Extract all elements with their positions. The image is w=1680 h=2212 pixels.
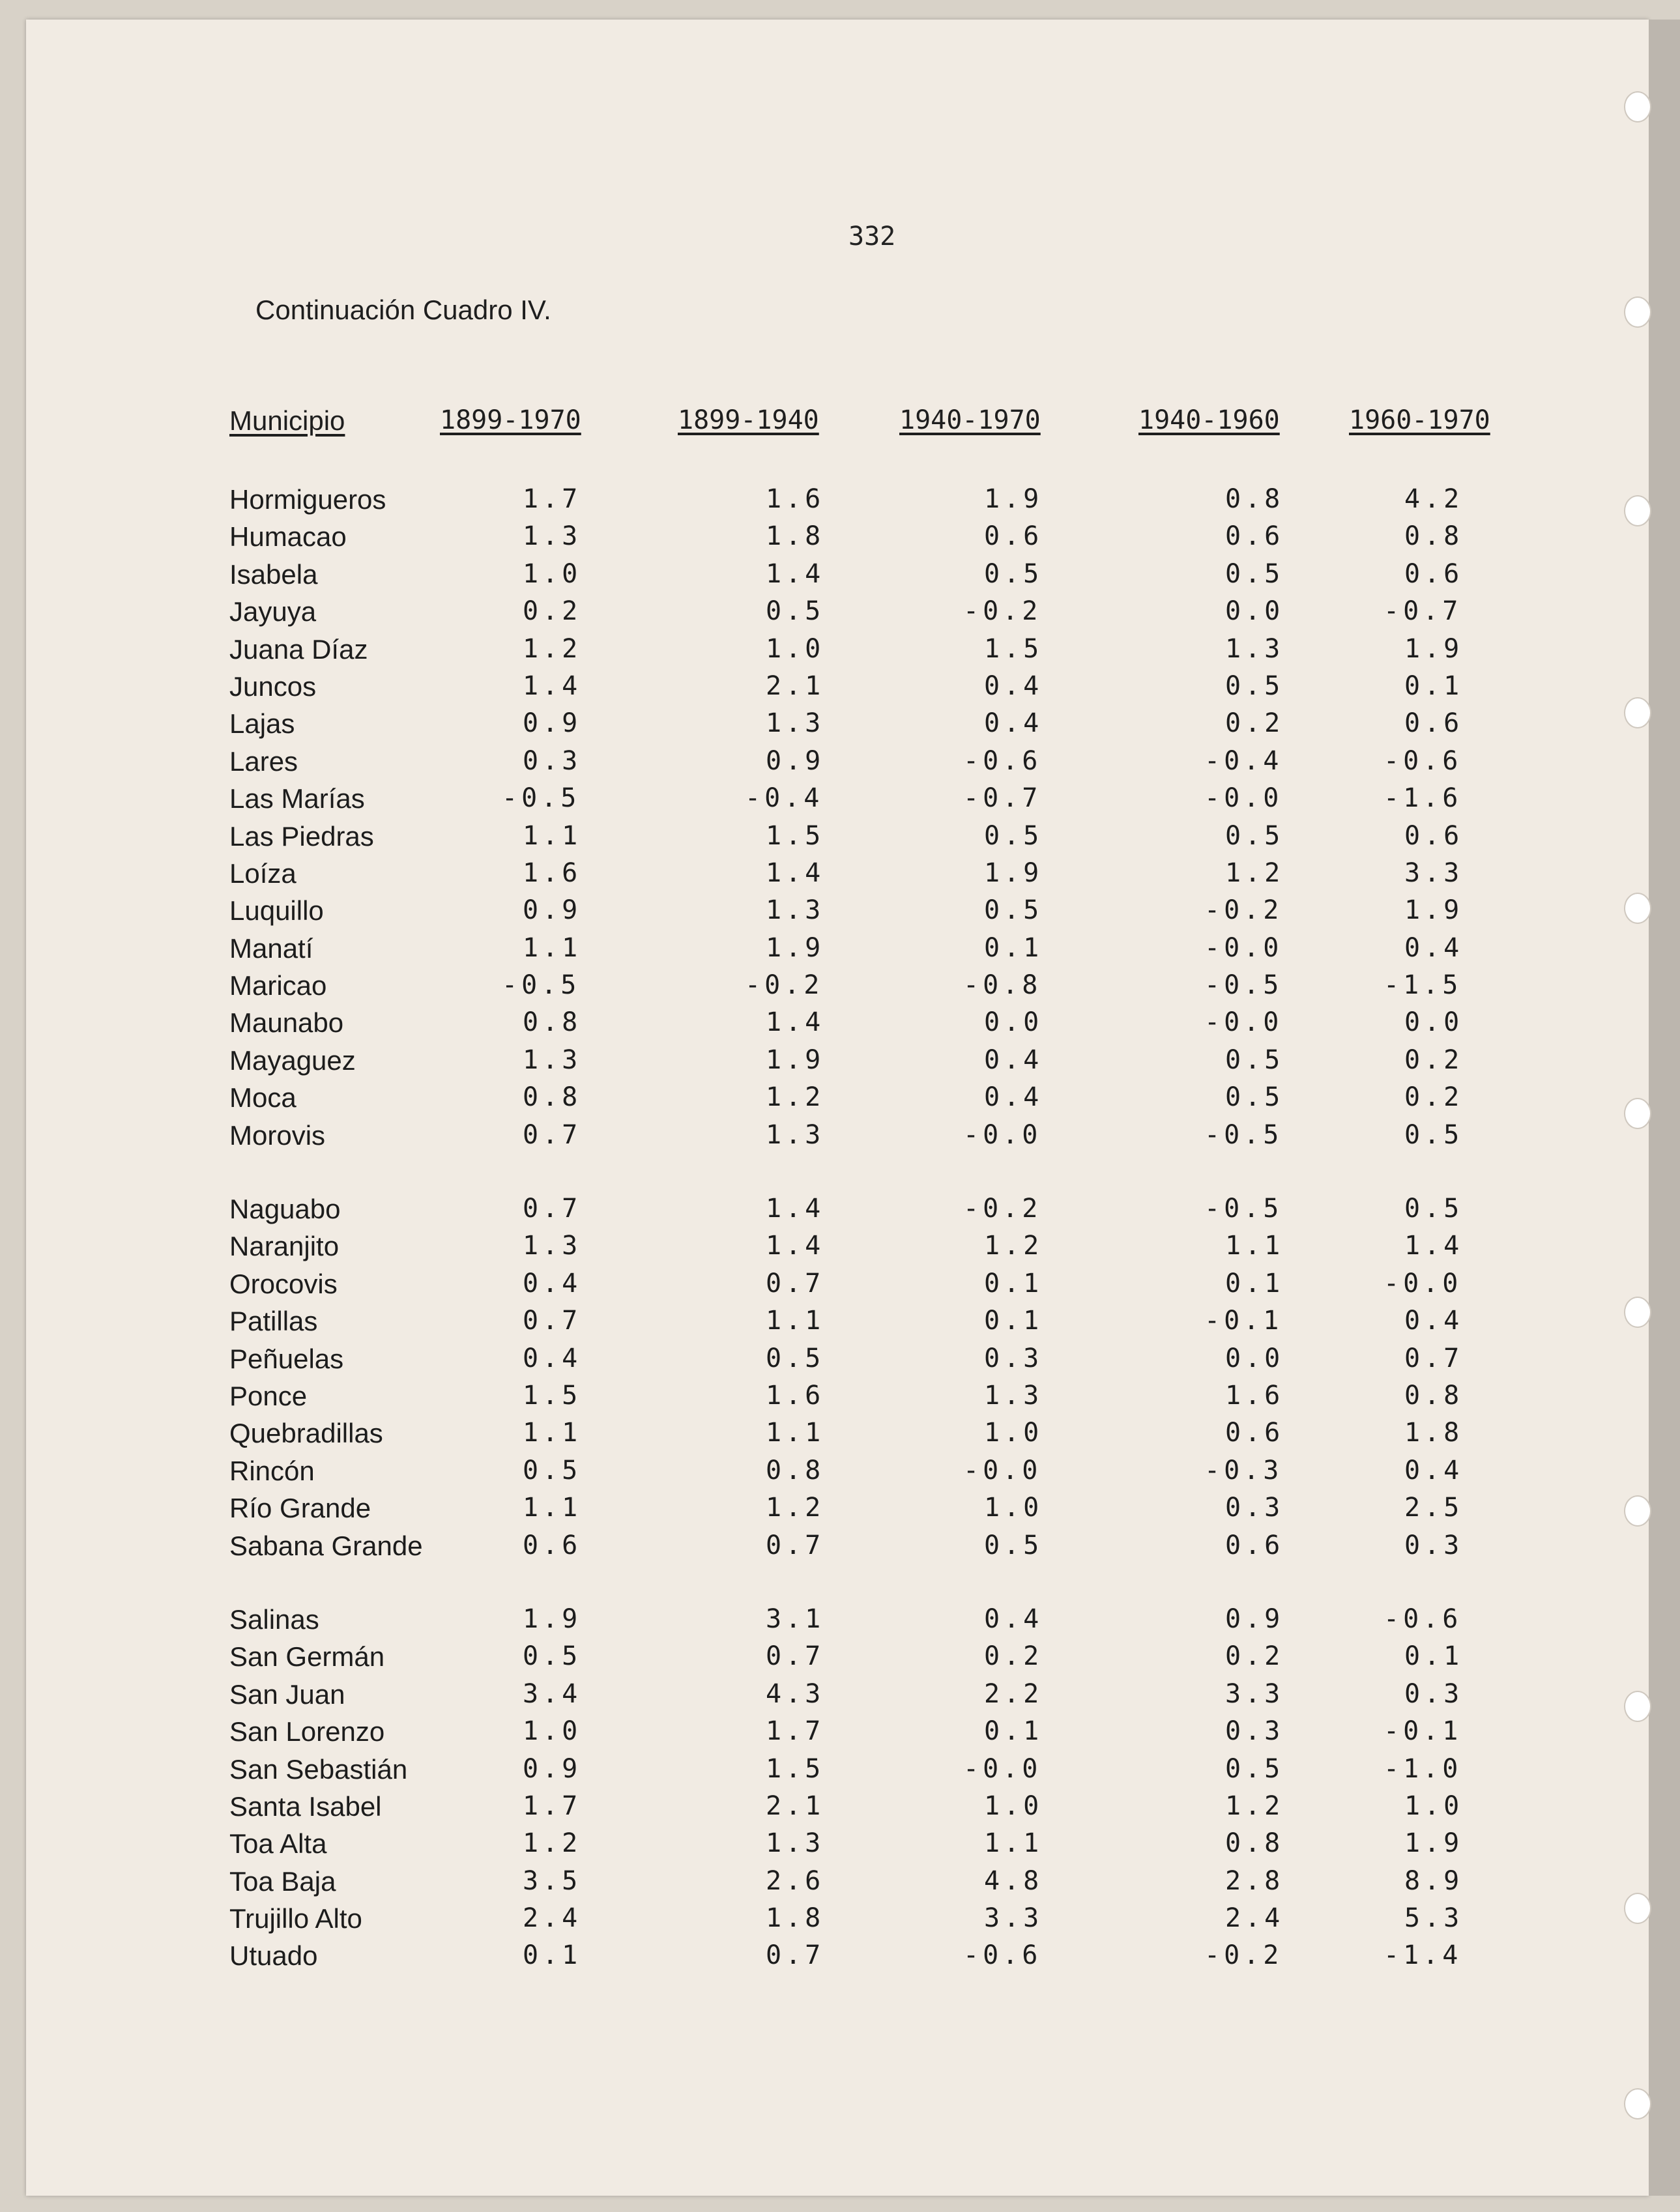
value-cell: 1.9 bbox=[1404, 895, 1464, 926]
binder-hole bbox=[1624, 893, 1651, 924]
table-row bbox=[26, 518, 1649, 555]
value-cell: 1.9 bbox=[1404, 633, 1464, 664]
municipio-name: San Juan bbox=[229, 1678, 345, 1710]
value-cell: 0.0 bbox=[1225, 1343, 1284, 1373]
table-row bbox=[26, 1415, 1649, 1452]
value-cell: 0.1 bbox=[984, 1716, 1043, 1747]
value-cell: 0.9 bbox=[523, 708, 582, 739]
municipio-name: Patillas bbox=[229, 1306, 318, 1337]
value-cell: 1.4 bbox=[766, 558, 825, 589]
municipio-name: Las Piedras bbox=[229, 820, 374, 852]
value-cell: 1.3 bbox=[523, 1044, 582, 1075]
value-cell: 1.6 bbox=[523, 857, 582, 888]
value-cell: 0.0 bbox=[1225, 596, 1284, 627]
value-cell: 0.4 bbox=[984, 708, 1043, 739]
value-cell: 1.5 bbox=[523, 1380, 582, 1411]
value-cell: -0.3 bbox=[1204, 1455, 1283, 1486]
value-cell: 1.8 bbox=[766, 521, 825, 552]
value-cell: -1.5 bbox=[1383, 970, 1462, 1001]
value-cell: 1.0 bbox=[523, 1716, 582, 1747]
value-cell: -0.0 bbox=[963, 1753, 1042, 1784]
municipio-name: Utuado bbox=[229, 1940, 318, 1972]
continuation-label: Continuación Cuadro IV. bbox=[255, 294, 551, 325]
value-cell: 1.4 bbox=[766, 1007, 825, 1038]
value-cell: 0.7 bbox=[523, 1119, 582, 1150]
binder-hole bbox=[1624, 1098, 1651, 1129]
value-cell: 0.5 bbox=[1404, 1194, 1464, 1224]
table-row bbox=[26, 1489, 1649, 1527]
table-row bbox=[26, 743, 1649, 780]
municipio-name: Luquillo bbox=[229, 895, 324, 926]
table-header bbox=[26, 405, 1649, 444]
value-cell: 0.6 bbox=[523, 1530, 582, 1560]
municipio-name: Loíza bbox=[229, 857, 297, 889]
value-cell: 4.3 bbox=[766, 1678, 825, 1709]
value-cell: 1.4 bbox=[523, 670, 582, 701]
value-cell: 8.9 bbox=[1404, 1865, 1464, 1896]
value-cell: 1.9 bbox=[984, 484, 1043, 514]
value-cell: -0.6 bbox=[963, 1940, 1042, 1971]
municipio-name: Lares bbox=[229, 745, 298, 777]
value-cell: 1.0 bbox=[523, 558, 582, 589]
value-cell: 1.8 bbox=[766, 1903, 825, 1934]
table-row bbox=[26, 1751, 1649, 1788]
value-cell: 0.5 bbox=[766, 1343, 825, 1373]
page-edge bbox=[1649, 20, 1680, 2196]
binder-hole bbox=[1624, 2088, 1651, 2119]
value-cell: 3.3 bbox=[1225, 1678, 1284, 1709]
value-cell: -0.2 bbox=[1204, 895, 1283, 926]
table-row bbox=[26, 593, 1649, 630]
table-row bbox=[26, 556, 1649, 593]
value-cell: 2.6 bbox=[766, 1865, 825, 1896]
value-cell: 0.2 bbox=[1225, 708, 1284, 739]
value-cell: 0.0 bbox=[1404, 1007, 1464, 1038]
binder-hole bbox=[1624, 1297, 1651, 1328]
value-cell: 3.3 bbox=[984, 1903, 1043, 1934]
municipio-name: San Sebastián bbox=[229, 1753, 408, 1785]
value-cell: 1.3 bbox=[523, 1231, 582, 1261]
municipio-name: San Germán bbox=[229, 1641, 385, 1673]
value-cell: 0.2 bbox=[984, 1641, 1043, 1672]
value-cell: 0.8 bbox=[766, 1455, 825, 1486]
value-cell: 0.3 bbox=[984, 1343, 1043, 1373]
table-body bbox=[26, 481, 1649, 1975]
value-cell: 1.0 bbox=[984, 1493, 1043, 1523]
value-cell: 0.2 bbox=[1404, 1044, 1464, 1075]
value-cell: 1.1 bbox=[523, 932, 582, 963]
value-cell: 0.3 bbox=[1404, 1678, 1464, 1709]
value-cell: 2.8 bbox=[1225, 1865, 1284, 1896]
binder-hole bbox=[1624, 91, 1651, 122]
value-cell: 0.7 bbox=[766, 1268, 825, 1299]
value-cell: 1.6 bbox=[1225, 1380, 1284, 1411]
value-cell: 1.0 bbox=[766, 633, 825, 664]
table-row bbox=[26, 1190, 1649, 1228]
value-cell: 0.8 bbox=[1225, 484, 1284, 514]
table-row bbox=[26, 1117, 1649, 1154]
municipio-name: Morovis bbox=[229, 1119, 326, 1151]
table-row bbox=[26, 1302, 1649, 1340]
value-cell: -0.2 bbox=[963, 1194, 1042, 1224]
municipio-name: Salinas bbox=[229, 1603, 319, 1635]
value-cell: 1.9 bbox=[766, 1044, 825, 1075]
value-cell: 0.5 bbox=[766, 596, 825, 627]
value-cell: 0.3 bbox=[523, 745, 582, 776]
value-cell: 0.7 bbox=[523, 1306, 582, 1336]
value-cell: 0.2 bbox=[1404, 1082, 1464, 1113]
group-spacer bbox=[26, 1154, 1649, 1190]
municipio-name: Moca bbox=[229, 1082, 297, 1113]
table-row bbox=[26, 1676, 1649, 1713]
value-cell: 0.5 bbox=[1404, 1119, 1464, 1150]
value-cell: 0.4 bbox=[523, 1343, 582, 1373]
value-cell: -0.6 bbox=[1383, 1603, 1462, 1634]
value-cell: 1.2 bbox=[984, 1231, 1043, 1261]
value-cell: -0.0 bbox=[963, 1119, 1042, 1150]
value-cell: 0.5 bbox=[984, 820, 1043, 851]
table-row bbox=[26, 1452, 1649, 1489]
value-cell: 0.5 bbox=[984, 558, 1043, 589]
municipio-name: Maunabo bbox=[229, 1007, 344, 1039]
table-row bbox=[26, 1825, 1649, 1862]
value-cell: 1.2 bbox=[523, 1828, 582, 1859]
value-cell: 1.4 bbox=[766, 1194, 825, 1224]
value-cell: 1.0 bbox=[984, 1418, 1043, 1448]
binder-hole bbox=[1624, 296, 1651, 328]
group-spacer bbox=[26, 1564, 1649, 1601]
table-row bbox=[26, 1863, 1649, 1900]
value-cell: 0.4 bbox=[1404, 1455, 1464, 1486]
value-cell: 0.4 bbox=[984, 1603, 1043, 1634]
table-row bbox=[26, 1937, 1649, 1974]
municipio-name: Hormigueros bbox=[229, 484, 386, 515]
table-row bbox=[26, 1788, 1649, 1825]
value-cell: 1.7 bbox=[766, 1716, 825, 1747]
header-municipio: Municipio bbox=[229, 405, 345, 436]
value-cell: 0.1 bbox=[1404, 670, 1464, 701]
value-cell: 1.9 bbox=[766, 932, 825, 963]
value-cell: 0.8 bbox=[1404, 521, 1464, 552]
municipio-name: Río Grande bbox=[229, 1493, 371, 1524]
value-cell: 0.6 bbox=[1225, 521, 1284, 552]
value-cell: 1.7 bbox=[523, 1790, 582, 1821]
header-1899-1940: 1899-1940 bbox=[678, 405, 819, 435]
value-cell: 5.3 bbox=[1404, 1903, 1464, 1934]
municipio-name: Humacao bbox=[229, 521, 347, 553]
municipio-name: Rincón bbox=[229, 1455, 315, 1486]
municipio-name: Orocovis bbox=[229, 1268, 338, 1299]
municipio-name: Quebradillas bbox=[229, 1418, 383, 1449]
value-cell: 2.4 bbox=[1225, 1903, 1284, 1934]
value-cell: 1.2 bbox=[523, 633, 582, 664]
table-row bbox=[26, 1340, 1649, 1377]
value-cell: 0.5 bbox=[1225, 670, 1284, 701]
value-cell: 0.4 bbox=[984, 1082, 1043, 1113]
value-cell: 0.0 bbox=[984, 1007, 1043, 1038]
value-cell: 1.9 bbox=[523, 1603, 582, 1634]
binder-hole bbox=[1624, 697, 1651, 728]
value-cell: 4.2 bbox=[1404, 484, 1464, 514]
table-row bbox=[26, 631, 1649, 668]
binder-hole bbox=[1624, 1495, 1651, 1527]
value-cell: 3.4 bbox=[523, 1678, 582, 1709]
value-cell: 0.3 bbox=[1225, 1716, 1284, 1747]
value-cell: -1.0 bbox=[1383, 1753, 1462, 1784]
value-cell: 0.5 bbox=[523, 1455, 582, 1486]
value-cell: 0.9 bbox=[1225, 1603, 1284, 1634]
value-cell: 1.3 bbox=[984, 1380, 1043, 1411]
value-cell: 1.2 bbox=[766, 1082, 825, 1113]
value-cell: 0.7 bbox=[523, 1194, 582, 1224]
value-cell: 0.8 bbox=[1225, 1828, 1284, 1859]
value-cell: 0.5 bbox=[1225, 1753, 1284, 1784]
table-row bbox=[26, 668, 1649, 705]
value-cell: -0.1 bbox=[1204, 1306, 1283, 1336]
value-cell: 0.5 bbox=[1225, 820, 1284, 851]
value-cell: 0.7 bbox=[766, 1641, 825, 1672]
value-cell: -0.5 bbox=[1204, 970, 1283, 1001]
value-cell: 1.1 bbox=[766, 1418, 825, 1448]
header-1899-1970: 1899-1970 bbox=[440, 405, 581, 435]
header-1940-1960: 1940-1960 bbox=[1138, 405, 1280, 435]
value-cell: 0.7 bbox=[766, 1530, 825, 1560]
value-cell: 1.7 bbox=[523, 484, 582, 514]
value-cell: -0.2 bbox=[1204, 1940, 1283, 1971]
value-cell: 2.1 bbox=[766, 670, 825, 701]
value-cell: 1.3 bbox=[523, 521, 582, 552]
value-cell: 2.1 bbox=[766, 1790, 825, 1821]
value-cell: 0.7 bbox=[1404, 1343, 1464, 1373]
municipio-name: Las Marías bbox=[229, 783, 365, 814]
value-cell: 0.2 bbox=[523, 596, 582, 627]
binder-hole bbox=[1624, 495, 1651, 526]
value-cell: 0.1 bbox=[984, 1268, 1043, 1299]
value-cell: 1.0 bbox=[1404, 1790, 1464, 1821]
page-number: 332 bbox=[848, 222, 896, 251]
municipio-name: Naguabo bbox=[229, 1194, 341, 1225]
value-cell: 0.6 bbox=[1404, 820, 1464, 851]
value-cell: -0.5 bbox=[1204, 1119, 1283, 1150]
value-cell: 0.4 bbox=[984, 670, 1043, 701]
value-cell: -0.0 bbox=[1383, 1268, 1462, 1299]
table-row bbox=[26, 1377, 1649, 1415]
table-row bbox=[26, 1042, 1649, 1079]
table-row bbox=[26, 1713, 1649, 1750]
value-cell: 2.5 bbox=[1404, 1493, 1464, 1523]
value-cell: 1.0 bbox=[984, 1790, 1043, 1821]
value-cell: -0.6 bbox=[963, 745, 1042, 776]
municipio-name: Peñuelas bbox=[229, 1343, 344, 1374]
value-cell: -0.4 bbox=[1204, 745, 1283, 776]
table-row bbox=[26, 1638, 1649, 1675]
binder-hole bbox=[1624, 1893, 1651, 1924]
value-cell: 0.6 bbox=[1225, 1418, 1284, 1448]
binder-hole bbox=[1624, 1691, 1651, 1722]
table-row bbox=[26, 930, 1649, 967]
value-cell: 0.3 bbox=[1225, 1493, 1284, 1523]
value-cell: -0.1 bbox=[1383, 1716, 1462, 1747]
value-cell: 0.1 bbox=[984, 1306, 1043, 1336]
value-cell: -0.7 bbox=[1383, 596, 1462, 627]
value-cell: -0.8 bbox=[963, 970, 1042, 1001]
municipio-name: Toa Alta bbox=[229, 1828, 327, 1860]
value-cell: -1.4 bbox=[1383, 1940, 1462, 1971]
value-cell: 0.5 bbox=[1225, 558, 1284, 589]
document-page bbox=[26, 20, 1649, 2196]
municipio-name: Maricao bbox=[229, 970, 327, 1001]
value-cell: 1.3 bbox=[766, 1119, 825, 1150]
municipio-name: Trujillo Alto bbox=[229, 1903, 362, 1934]
table-row bbox=[26, 1228, 1649, 1265]
value-cell: 0.9 bbox=[523, 1753, 582, 1784]
value-cell: -0.7 bbox=[963, 783, 1042, 814]
municipio-name: Lajas bbox=[229, 708, 295, 740]
value-cell: -0.0 bbox=[1204, 783, 1283, 814]
table-row bbox=[26, 481, 1649, 518]
municipio-name: Ponce bbox=[229, 1380, 308, 1411]
municipio-name: San Lorenzo bbox=[229, 1716, 385, 1747]
header-1960-1970: 1960-1970 bbox=[1349, 405, 1490, 435]
value-cell: 1.2 bbox=[1225, 857, 1284, 888]
table-row bbox=[26, 705, 1649, 742]
table-row bbox=[26, 967, 1649, 1004]
value-cell: 0.1 bbox=[523, 1940, 582, 1971]
value-cell: 1.2 bbox=[766, 1493, 825, 1523]
value-cell: 0.4 bbox=[1404, 1306, 1464, 1336]
municipio-name: Sabana Grande bbox=[229, 1530, 423, 1561]
municipio-name: Juana Díaz bbox=[229, 633, 368, 665]
municipio-name: Naranjito bbox=[229, 1231, 340, 1262]
value-cell: 4.8 bbox=[984, 1865, 1043, 1896]
value-cell: 0.5 bbox=[523, 1641, 582, 1672]
value-cell: 1.1 bbox=[984, 1828, 1043, 1859]
value-cell: 1.5 bbox=[766, 820, 825, 851]
value-cell: 2.2 bbox=[984, 1678, 1043, 1709]
value-cell: -0.2 bbox=[745, 970, 824, 1001]
value-cell: 0.5 bbox=[984, 895, 1043, 926]
table-row bbox=[26, 1004, 1649, 1041]
table-row bbox=[26, 1079, 1649, 1116]
table-row bbox=[26, 1265, 1649, 1302]
value-cell: -0.5 bbox=[1204, 1194, 1283, 1224]
value-cell: 3.5 bbox=[523, 1865, 582, 1896]
value-cell: 1.4 bbox=[766, 1231, 825, 1261]
value-cell: 1.5 bbox=[984, 633, 1043, 664]
value-cell: 1.6 bbox=[766, 484, 825, 514]
value-cell: 0.4 bbox=[1404, 932, 1464, 963]
table-row bbox=[26, 1900, 1649, 1937]
value-cell: 1.1 bbox=[1225, 1231, 1284, 1261]
value-cell: -0.0 bbox=[1204, 1007, 1283, 1038]
value-cell: 2.4 bbox=[523, 1903, 582, 1934]
municipio-name: Manatí bbox=[229, 932, 313, 964]
value-cell: 1.3 bbox=[766, 708, 825, 739]
value-cell: 1.2 bbox=[1225, 1790, 1284, 1821]
value-cell: 1.9 bbox=[984, 857, 1043, 888]
value-cell: 1.5 bbox=[766, 1753, 825, 1784]
value-cell: 0.7 bbox=[766, 1940, 825, 1971]
value-cell: 0.6 bbox=[984, 521, 1043, 552]
value-cell: 0.1 bbox=[984, 932, 1043, 963]
value-cell: 0.6 bbox=[1404, 558, 1464, 589]
table-row bbox=[26, 818, 1649, 855]
value-cell: 0.8 bbox=[523, 1082, 582, 1113]
value-cell: -0.5 bbox=[502, 783, 581, 814]
municipio-name: Mayaguez bbox=[229, 1044, 356, 1076]
header-1940-1970: 1940-1970 bbox=[899, 405, 1041, 435]
value-cell: -0.0 bbox=[1204, 932, 1283, 963]
value-cell: 1.8 bbox=[1404, 1418, 1464, 1448]
value-cell: 1.3 bbox=[766, 895, 825, 926]
value-cell: 0.9 bbox=[523, 895, 582, 926]
value-cell: -0.0 bbox=[963, 1455, 1042, 1486]
value-cell: 0.8 bbox=[523, 1007, 582, 1038]
value-cell: -1.6 bbox=[1383, 783, 1462, 814]
table-row bbox=[26, 1601, 1649, 1638]
value-cell: 0.1 bbox=[1225, 1268, 1284, 1299]
value-cell: 1.6 bbox=[766, 1380, 825, 1411]
table-row bbox=[26, 855, 1649, 892]
value-cell: -0.4 bbox=[745, 783, 824, 814]
value-cell: 0.4 bbox=[984, 1044, 1043, 1075]
value-cell: 0.5 bbox=[1225, 1044, 1284, 1075]
value-cell: 0.6 bbox=[1404, 708, 1464, 739]
value-cell: 0.2 bbox=[1225, 1641, 1284, 1672]
value-cell: -0.2 bbox=[963, 596, 1042, 627]
value-cell: 0.6 bbox=[1225, 1530, 1284, 1560]
municipio-name: Isabela bbox=[229, 558, 318, 590]
value-cell: 1.1 bbox=[523, 1493, 582, 1523]
value-cell: 0.5 bbox=[984, 1530, 1043, 1560]
value-cell: 1.1 bbox=[766, 1306, 825, 1336]
value-cell: 0.3 bbox=[1404, 1530, 1464, 1560]
table-row bbox=[26, 1527, 1649, 1564]
municipio-name: Jayuya bbox=[229, 596, 317, 627]
table-row bbox=[26, 892, 1649, 929]
value-cell: -0.6 bbox=[1383, 745, 1462, 776]
municipio-name: Juncos bbox=[229, 670, 317, 702]
value-cell: 0.9 bbox=[766, 745, 825, 776]
municipio-name: Toa Baja bbox=[229, 1865, 336, 1897]
value-cell: 0.4 bbox=[523, 1268, 582, 1299]
value-cell: 0.1 bbox=[1404, 1641, 1464, 1672]
value-cell: 1.1 bbox=[523, 1418, 582, 1448]
value-cell: 3.1 bbox=[766, 1603, 825, 1634]
value-cell: 3.3 bbox=[1404, 857, 1464, 888]
value-cell: -0.5 bbox=[502, 970, 581, 1001]
municipio-name: Santa Isabel bbox=[229, 1790, 382, 1822]
value-cell: 1.1 bbox=[523, 820, 582, 851]
value-cell: 1.9 bbox=[1404, 1828, 1464, 1859]
value-cell: 1.4 bbox=[766, 857, 825, 888]
value-cell: 1.4 bbox=[1404, 1231, 1464, 1261]
table-row bbox=[26, 780, 1649, 817]
value-cell: 0.5 bbox=[1225, 1082, 1284, 1113]
value-cell: 1.3 bbox=[1225, 633, 1284, 664]
value-cell: 0.8 bbox=[1404, 1380, 1464, 1411]
value-cell: 1.3 bbox=[766, 1828, 825, 1859]
